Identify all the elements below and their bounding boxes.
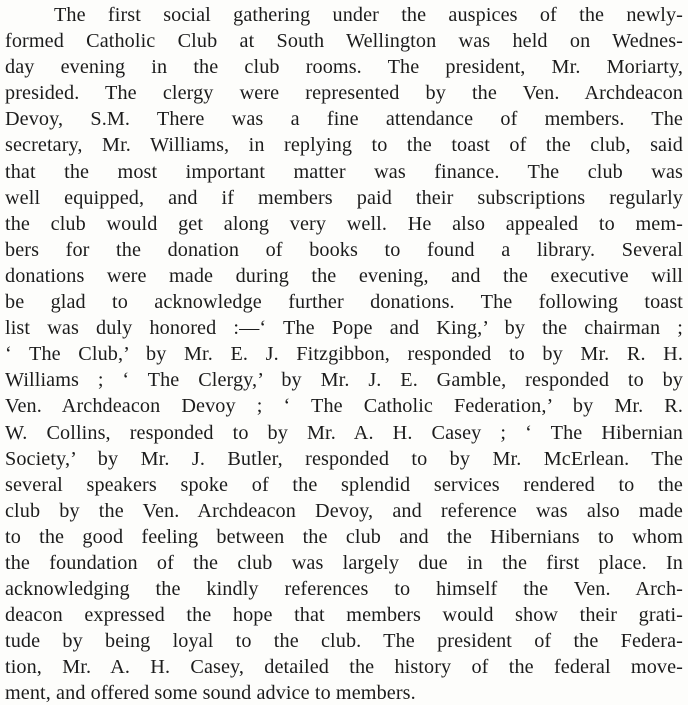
article-line: deacon expressed the hope that members would show their grati-: [5, 604, 683, 627]
article-line: W. Collins, responded to by Mr. A. H. Casey ; ‘ The Hibernian: [5, 421, 683, 444]
article-line: Society,’ by Mr. J. Butler, responded to by Mr. McErlean. The: [5, 447, 683, 470]
article-line: formed Catholic Club at South Wellington was held on Wednes-: [5, 30, 683, 53]
article-line: club by the Ven. Archdeacon Devoy, and reference was also made: [5, 499, 683, 522]
article-line: Williams ; ‘ The Clergy,’ by Mr. J. E. Gamble, responded to by: [5, 369, 683, 392]
article-line: ment, and offered some sound advice to members.: [5, 682, 416, 705]
article-line: The first social gathering under the auspices of the newly-: [54, 4, 683, 26]
article-line: be glad to acknowledge further donations. The following toast: [5, 291, 683, 314]
article-line: that the most important matter was finance. The club was: [5, 160, 683, 183]
article-line: secretary, Mr. Williams, in replying to the toast of the club, said: [5, 134, 683, 157]
article-line: list was duly honored :—‘ The Pope and King,’ by the chairman ;: [5, 317, 683, 340]
article-line: to the good feeling between the club and the Hibernians to whom: [5, 525, 683, 548]
article-line: tion, Mr. A. H. Casey, detailed the history of the federal move-: [5, 656, 683, 679]
article-line: Devoy, S.M. There was a fine attendance of members. The: [5, 108, 683, 131]
article-line: the club would get along very well. He also appealed to mem-: [5, 212, 683, 235]
article-line: several speakers spoke of the splendid services rendered to the: [5, 473, 683, 496]
article-line: well equipped, and if members paid their subscriptions regularly: [5, 186, 683, 209]
article-line: presided. The clergy were represented by the Ven. Archdeacon: [5, 82, 683, 105]
article-line: acknowledging the kindly references to himself the Ven. Arch-: [5, 578, 683, 601]
article-paragraph: [5, 2, 683, 707]
article-line: day evening in the club rooms. The president, Mr. Moriarty,: [5, 56, 683, 79]
article-line: ‘ The Club,’ by Mr. E. J. Fitzgibbon, responded to by Mr. R. H.: [5, 343, 683, 366]
article-line: Ven. Archdeacon Devoy ; ‘ The Catholic Federation,’ by Mr. R.: [5, 395, 683, 418]
article-line: donations were made during the evening, and the executive will: [5, 264, 683, 287]
article-line: the foundation of the club was largely due in the first place. In: [5, 551, 683, 574]
article-line: bers for the donation of books to found a library. Several: [5, 238, 683, 261]
article-line: tude by being loyal to the club. The president of the Federa-: [5, 630, 683, 653]
